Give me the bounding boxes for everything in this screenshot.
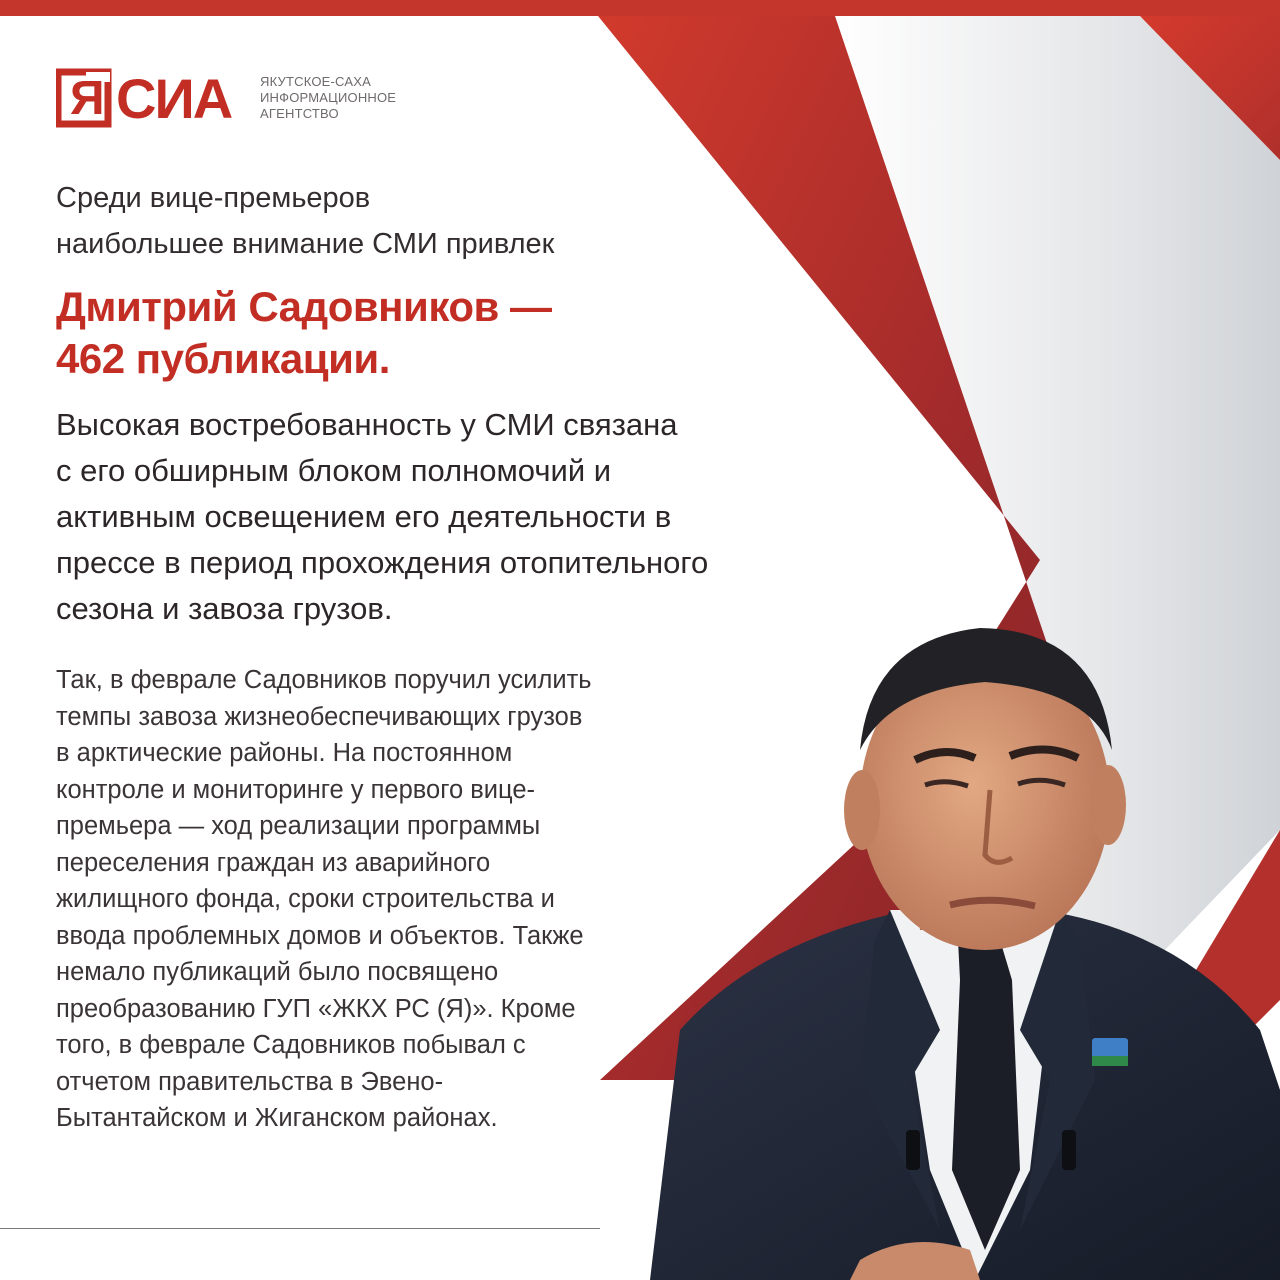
body-paragraph (56, 662, 716, 1137)
logo-caption-line: ЯКУТСКОЕ-САХА (260, 74, 371, 89)
body-line: в арктические районы. На постоянном (56, 739, 513, 767)
intro-line: Среди вице-премьеров (56, 182, 371, 214)
headline-line: 462 публикации. (56, 335, 390, 382)
lead-line: активным освещением его деятельности в (56, 499, 672, 534)
body-line: Так, в феврале Садовников поручил усилить (56, 666, 592, 694)
logo-caption (260, 74, 420, 122)
lead-line: прессе в период прохождения отопительного (56, 545, 709, 580)
svg-text:Я: Я (70, 72, 105, 125)
body-line: Бытантайском и Жиганском районах. (56, 1104, 498, 1132)
body-line: преобразованию ГУП «ЖКХ РС (Я)». Кроме (56, 994, 576, 1023)
body-line: переселения граждан из аварийного (56, 848, 491, 877)
logo-caption-line: ИНФОРМАЦИОННОЕ (260, 90, 397, 105)
body-line: того, в феврале Садовников побывал с (56, 1031, 526, 1059)
intro-line: наибольшее внимание СМИ привлек (56, 228, 555, 260)
body-line: ввода проблемных домов и объектов. Также (56, 921, 584, 950)
body-line: немало публикаций было посвящено (56, 958, 499, 986)
headline-line: Дмитрий Садовников — (56, 283, 552, 330)
lead-line: с его обширным блоком полномочий и (56, 453, 612, 488)
intro-text (56, 175, 716, 267)
lead-paragraph (56, 402, 816, 632)
footer-divider (0, 1228, 600, 1229)
body-line: контроле и мониторинге у первого вице- (56, 775, 536, 804)
svg-text:СИА: СИА (116, 68, 232, 128)
brand-logo[interactable] (56, 68, 420, 128)
body-line: жилищного фонда, сроки строительства и (56, 885, 555, 913)
ysia-logo-icon (56, 68, 252, 128)
headline (56, 281, 716, 385)
lead-line: Высокая востребованность у СМИ связана (56, 407, 678, 442)
body-line: отчетом правительства в Эвено- (56, 1067, 444, 1096)
body-line: темпы завоза жизнеобеспечивающих грузов (56, 702, 583, 731)
logo-caption-line: АГЕНТСТВО (260, 106, 339, 121)
lead-line: сезона и завоза грузов. (56, 591, 393, 626)
body-line: премьера — ход реализации программы (56, 812, 541, 840)
portrait-photo (640, 610, 1280, 1280)
